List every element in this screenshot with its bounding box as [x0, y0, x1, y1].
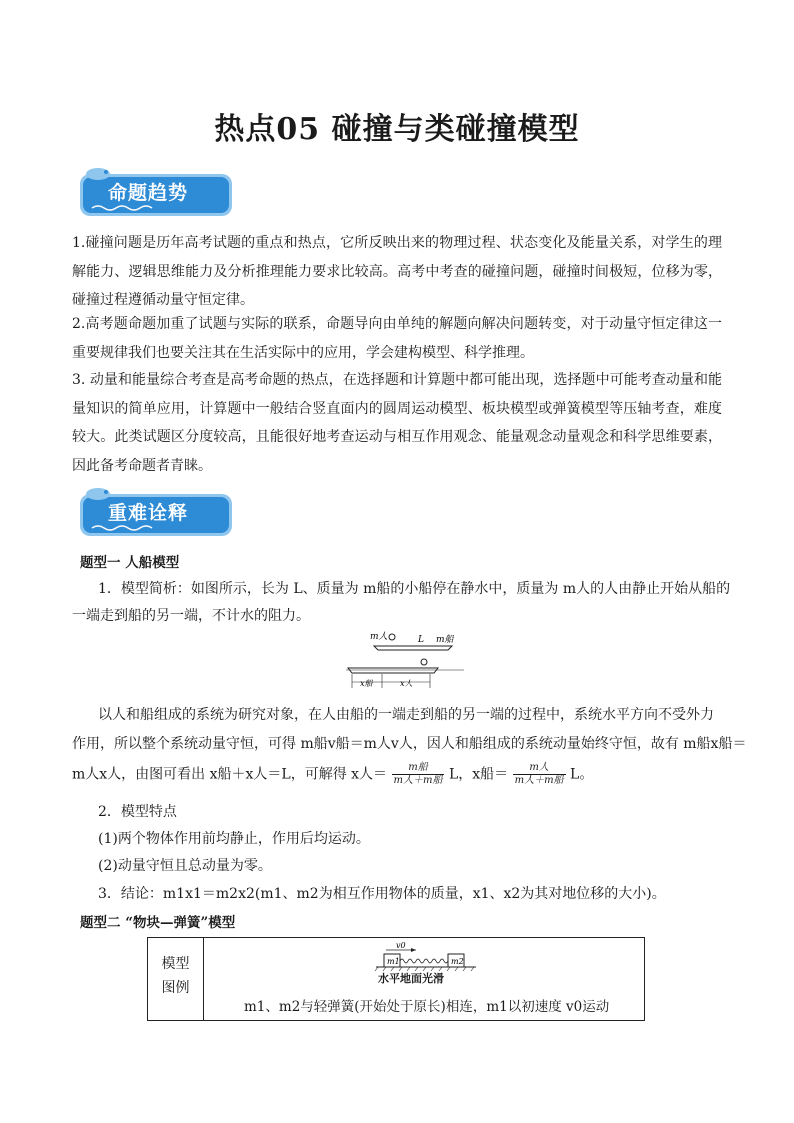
type1-heading: 题型一 人船模型	[80, 555, 180, 571]
type2-heading: 题型二 “物块—弹簧”模型	[80, 915, 236, 931]
type1-conclusion: 3．结论：m1x1＝m2x2(m1、m2为相互作用物体的质量，x1、x2为其对地位移的大小)。	[98, 886, 666, 902]
table-label-1: 模型	[161, 956, 190, 972]
person-end-icon	[421, 659, 427, 665]
diagram-label-m-person: m人	[370, 632, 388, 642]
fraction-x-person	[392, 762, 445, 787]
type1-analysis-line1: 1．模型简析：如图所示，长为 L、质量为 m船的小船停在静水中，质量为 m人的人由静止开始从船的	[98, 581, 731, 597]
boat-diagram	[346, 628, 466, 692]
section-title-explain: 重难诠释	[108, 502, 189, 524]
fraction-x-person-den: m人＋m船	[393, 775, 443, 786]
spring-icon	[400, 959, 448, 963]
fraction-x-boat-num: m人	[513, 762, 566, 775]
velocity-arrow-icon	[411, 948, 416, 952]
diagram-label-m1: m1	[387, 957, 400, 966]
type1-features-heading: 2．模型特点	[98, 804, 177, 820]
person-start-icon	[389, 634, 395, 640]
model-table	[147, 937, 645, 1021]
boat-top-shape	[374, 646, 452, 650]
page-title: 热点05 碰撞与类碰撞模型	[214, 112, 580, 147]
trend-paragraph-2: 2.高考题命题加重了试题与实际的联系，命题导向由单纯的解题向解决问题转变，对于动量守恒定律这一重要规律我们也要关注其在生活实际中的应用，学会建构模型、科学推理。	[72, 316, 722, 361]
trend-paragraph-1: 1.碰撞问题是历年高考试题的重点和热点，它所反映出来的物理过程、状态变化及能量关系，对学生的理解能力、逻辑思维能力及分析推理能力要求比较高。高考中考查的碰撞问题，碰撞时间极短，位移为零，碰撞过程遵循动量守恒定律。	[72, 235, 722, 308]
explain-line3-part-b: L，x船＝	[448, 766, 509, 783]
section-title-trend: 命题趋势	[108, 182, 189, 204]
diagram-label-L: L	[418, 635, 424, 645]
model-description: m1、m2与轻弹簧(开始处于原长)相连，m1以初速度 v0运动	[244, 999, 610, 1015]
table-label-cell	[148, 938, 204, 1020]
section-banner-trend	[78, 168, 234, 218]
diagram-label-v0: v0	[396, 941, 406, 950]
spring-block-diagram	[372, 939, 492, 973]
type1-feature-2: (2)动量守恒且总动量为零。	[98, 858, 272, 874]
type1-explain-line2: 作用，所以整个系统动量守恒，可得 m船v船＝m人v人，因人和船组成的系统动量始终守恒，故有 m船x船＝	[72, 736, 747, 752]
surface-caption: 水平地面光滑	[378, 972, 444, 985]
diagram-label-x-boat: x船	[360, 679, 373, 688]
trend-paragraph-3: 3. 动量和能量综合考查是高考命题的热点，在选择题和计算题中都可能出现，选择题中可能考查动量和能量知识的简单应用，计算题中一般结合竖直面内的圆周运动模型、板块模型或弹簧模型等压轴考查，难度较大。此类试题区分度较高，且能很好地考查运动与相互作用观念、能量观念动量观念和科学思维要素，因此备考命题者青睐。	[72, 372, 722, 474]
explain-line3-part-c: L。	[570, 766, 594, 783]
type1-explain-line3	[72, 762, 593, 787]
diagram-label-m2: m2	[451, 957, 464, 966]
explain-line3-part-a: m人x人，由图可看出 x船＋x人＝L，可解得 x人＝	[72, 766, 388, 783]
boat-bottom-shape	[348, 668, 438, 673]
diagram-label-x-person: x人	[400, 679, 413, 688]
fraction-x-boat-den: m人＋m船	[514, 775, 564, 786]
type1-feature-1: (1)两个物体作用前均静止，作用后均运动。	[98, 831, 370, 847]
type1-analysis-line2: 一端走到船的另一端，不计水的阻力。	[72, 608, 310, 624]
fraction-x-boat	[513, 762, 566, 787]
table-label-2: 图例	[161, 980, 190, 996]
fraction-x-person-num: m船	[392, 762, 445, 775]
diagram-label-m-boat: m船	[436, 635, 454, 645]
section-banner-explain	[78, 488, 234, 538]
type1-explain-line1: 以人和船组成的系统为研究对象，在人由船的一端走到船的另一端的过程中，系统水平方向不受外力	[98, 707, 714, 723]
